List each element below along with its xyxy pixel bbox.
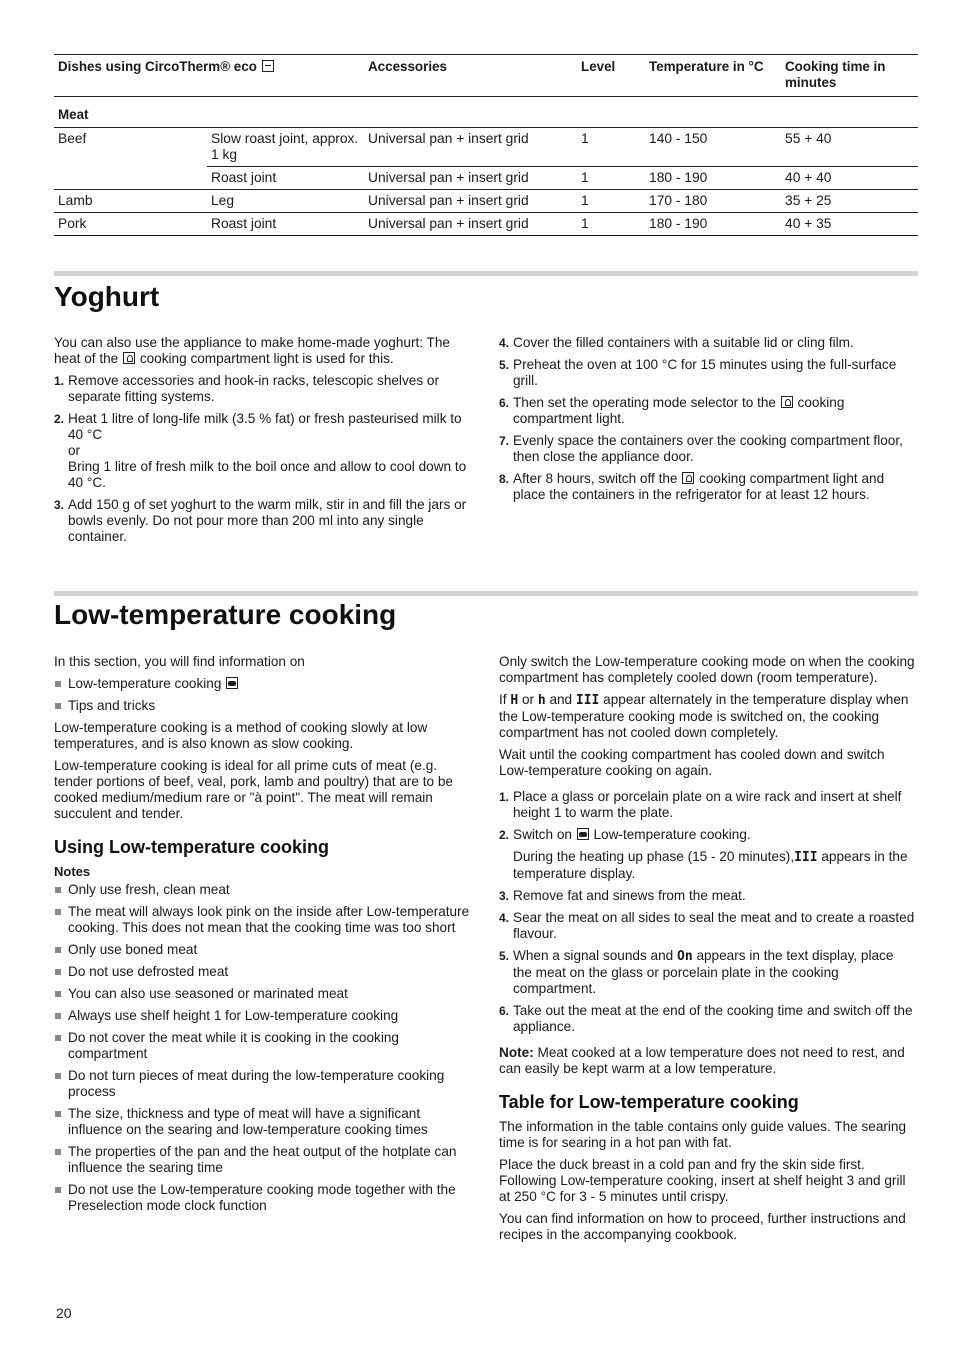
list-item: 1. Place a glass or porcelain plate on a wire rack and insert at shelf height 1 to warm the plate. bbox=[499, 789, 902, 820]
list-item: 3. Remove fat and sinews from the meat. bbox=[499, 888, 746, 903]
list-item: Always use shelf height 1 for Low-temperature cooking bbox=[54, 1008, 470, 1024]
header-dishes: Dishes using CircoTherm® eco bbox=[54, 55, 364, 97]
table-row bbox=[54, 190, 918, 213]
list-item: You can also use seasoned or marinated meat bbox=[54, 986, 470, 1002]
list-item: Do not cover the meat while it is cooking in the cooking compartment bbox=[54, 1030, 470, 1062]
cell-level: 1 bbox=[577, 190, 645, 213]
lamp-icon bbox=[123, 352, 135, 364]
display-bars-symbol: III bbox=[794, 850, 818, 865]
cell-cut: Leg bbox=[207, 190, 364, 213]
list-item: Do not use defrosted meat bbox=[54, 964, 470, 980]
low-temp-right-column bbox=[499, 654, 915, 1249]
cell-level: 1 bbox=[577, 167, 645, 190]
list-item: 3. Add 150 g of set yoghurt to the warm milk, stir in and fill the jars or bowls evenly. Do not pour more than 200 ml into any single container. bbox=[54, 497, 467, 544]
list-item: 5. Preheat the oven at 100 °C for 15 minutes using the full-surface grill. bbox=[499, 357, 897, 388]
low-temp-para1: Low-temperature cooking is a method of cooking slowly at low temperatures, and is also known as slow cooking. bbox=[54, 720, 428, 751]
low-temp-table-para3: You can find information on how to proceed, further instructions and recipes in the accompanying cookbook. bbox=[499, 1211, 906, 1242]
yoghurt-right-column bbox=[499, 335, 915, 509]
using-low-temp-title: Using Low-temperature cooking bbox=[54, 837, 330, 857]
cell-level: 1 bbox=[577, 213, 645, 236]
header-temperature: Temperature in °C bbox=[645, 55, 781, 97]
list-item: 4. Sear the meat on all sides to seal the meat and to create a roasted flavour. bbox=[499, 910, 915, 941]
lamp-icon bbox=[682, 472, 694, 484]
yoghurt-left-column bbox=[54, 335, 470, 551]
cell-level: 1 bbox=[577, 128, 645, 167]
list-item: 6. Take out the meat at the end of the cooking time and switch off the appliance. bbox=[499, 1003, 913, 1034]
cell-time: 40 + 35 bbox=[781, 213, 918, 236]
header-level: Level bbox=[577, 55, 645, 97]
cell-dish: Pork bbox=[54, 213, 207, 236]
list-item: The meat will always look pink on the inside after Low-temperature cooking. This does not mean that the cooking time was too short bbox=[54, 904, 470, 936]
list-item: Do not turn pieces of meat during the low-temperature cooking process bbox=[54, 1068, 470, 1100]
low-temp-title: Low-temperature cooking bbox=[54, 599, 397, 630]
cell-dish bbox=[54, 167, 207, 190]
header-cooking-time: Cooking time in minutes bbox=[781, 55, 918, 97]
cooking-table bbox=[54, 54, 918, 236]
yoghurt-steps bbox=[54, 373, 470, 545]
low-temp-mode-icon bbox=[226, 677, 238, 689]
list-item: The properties of the pan and the heat output of the hotplate can influence the searing time bbox=[54, 1144, 470, 1176]
list-item: Only use boned meat bbox=[54, 942, 470, 958]
yoghurt-intro: You can also use the appliance to make home-made yoghurt: The heat of the cooking compartment light is used for this. bbox=[54, 335, 450, 366]
cell-accessories: Universal pan + insert grid bbox=[364, 190, 577, 213]
low-temp-right-para1: Only switch the Low-temperature cooking mode on when the cooking compartment has completely cooled down (room temperature). bbox=[499, 654, 915, 685]
table-header-row bbox=[54, 55, 918, 97]
notes-label: Notes bbox=[54, 864, 91, 879]
display-on-symbol: On bbox=[677, 949, 693, 964]
cell-dish: Beef bbox=[58, 131, 87, 146]
cell-temp: 140 - 150 bbox=[645, 128, 781, 167]
cell-accessories: Universal pan + insert grid bbox=[364, 128, 577, 167]
cell-temp: 180 - 190 bbox=[645, 213, 781, 236]
low-temp-toc bbox=[54, 676, 470, 714]
list-item: 8. After 8 hours, switch off the cooking compartment light and place the containers in the refrigerator for at least 12 hours. bbox=[499, 471, 885, 502]
list-item: Do not use the Low-temperature cooking mode together with the Preselection mode clock function bbox=[54, 1182, 470, 1214]
page-number: 20 bbox=[56, 1305, 72, 1321]
list-item: 7. Evenly space the containers over the cooking compartment floor, then close the appliance door. bbox=[499, 433, 903, 464]
cell-cut: Roast joint bbox=[207, 167, 364, 190]
low-temp-para2: Low-temperature cooking is ideal for all prime cuts of meat (e.g. tender portions of beef, veal, pork, lamb and poultry) that are to be cooked medium/medium rare or "à point". The meat will remain succulent and tender. bbox=[54, 758, 453, 821]
table-section-row bbox=[54, 97, 918, 128]
yoghurt-steps-continued bbox=[499, 335, 915, 503]
section-meat: Meat bbox=[54, 97, 918, 128]
low-temp-table-para2: Place the duck breast in a cold pan and fry the skin side first. Following Low-temperature cooking, insert at shelf height 3 and grill at 250 °C for 3 - 5 minutes until crispy. bbox=[499, 1157, 906, 1204]
list-item: 2. Switch on Low-temperature cooking. During the heating up phase (15 - 20 minutes),III appears in the temperature display. bbox=[499, 827, 908, 881]
list-item: Tips and tricks bbox=[54, 698, 470, 714]
list-item: Only use fresh, clean meat bbox=[54, 882, 470, 898]
low-temp-left-column bbox=[54, 654, 470, 1220]
low-temp-table-para1: The information in the table contains only guide values. The searing time is for searing in a hot pan with fat. bbox=[499, 1119, 907, 1150]
low-temp-mode-icon bbox=[577, 828, 589, 840]
cell-cut: Slow roast joint, approx. 1 kg bbox=[207, 128, 364, 167]
low-temp-right-para3: Wait until the cooking compartment has cooled down and switch Low-temperature cooking on again. bbox=[499, 747, 885, 778]
notes-list bbox=[54, 882, 470, 1214]
list-item: 2. Heat 1 litre of long-life milk (3.5 % fat) or fresh pasteurised milk to 40 °C or Bring 1 litre of fresh milk to the boil once and allow to cool down to 40 °C. bbox=[54, 411, 467, 490]
header-accessories: Accessories bbox=[364, 55, 577, 97]
cell-time: 40 + 40 bbox=[781, 167, 918, 190]
yoghurt-title: Yoghurt bbox=[54, 281, 160, 312]
display-bars-symbol: III bbox=[575, 693, 600, 708]
low-temp-note: Note: Meat cooked at a low temperature does not need to rest, and can easily be kept warm at a low temperature. bbox=[499, 1045, 905, 1076]
list-item: 4. Cover the filled containers with a suitable lid or cling film. bbox=[499, 335, 854, 350]
low-temp-intro: In this section, you will find information on bbox=[54, 654, 305, 669]
low-temp-right-para2: If H or h and III appear alternately in the temperature display when the Low-temperature cooking mode is switched on, the cooking compartment has not cooled down completely. bbox=[499, 692, 909, 740]
section-divider bbox=[54, 591, 918, 596]
cell-accessories: Universal pan + insert grid bbox=[364, 167, 577, 190]
list-item: 1. Remove accessories and hook-in racks, telescopic shelves or separate fitting systems. bbox=[54, 373, 439, 404]
cell-temp: 180 - 190 bbox=[645, 167, 781, 190]
list-item: Low-temperature cooking bbox=[54, 676, 470, 692]
low-temp-steps bbox=[499, 789, 915, 1035]
table-row bbox=[54, 167, 918, 190]
cell-time: 35 + 25 bbox=[781, 190, 918, 213]
circotherm-eco-icon bbox=[262, 60, 274, 72]
table-row bbox=[54, 213, 918, 236]
cell-accessories: Universal pan + insert grid bbox=[364, 213, 577, 236]
display-h-symbol: h bbox=[537, 693, 546, 708]
cell-cut: Roast joint bbox=[207, 213, 364, 236]
cell-time: 55 + 40 bbox=[781, 128, 918, 167]
lamp-icon bbox=[781, 396, 793, 408]
table-row bbox=[54, 128, 918, 167]
list-item: The size, thickness and type of meat will have a significant influence on the searing and low-temperature cooking times bbox=[54, 1106, 470, 1138]
display-H-symbol: H bbox=[510, 693, 519, 708]
low-temp-table-title: Table for Low-temperature cooking bbox=[499, 1092, 799, 1112]
list-item: 6. Then set the operating mode selector to the cooking compartment light. bbox=[499, 395, 845, 426]
cell-dish: Lamb bbox=[54, 190, 207, 213]
cell-temp: 170 - 180 bbox=[645, 190, 781, 213]
list-item: 5. When a signal sounds and On appears in the text display, place the meat on the glass or porcelain plate in the cooking compartment. bbox=[499, 948, 894, 996]
section-divider bbox=[54, 271, 918, 276]
